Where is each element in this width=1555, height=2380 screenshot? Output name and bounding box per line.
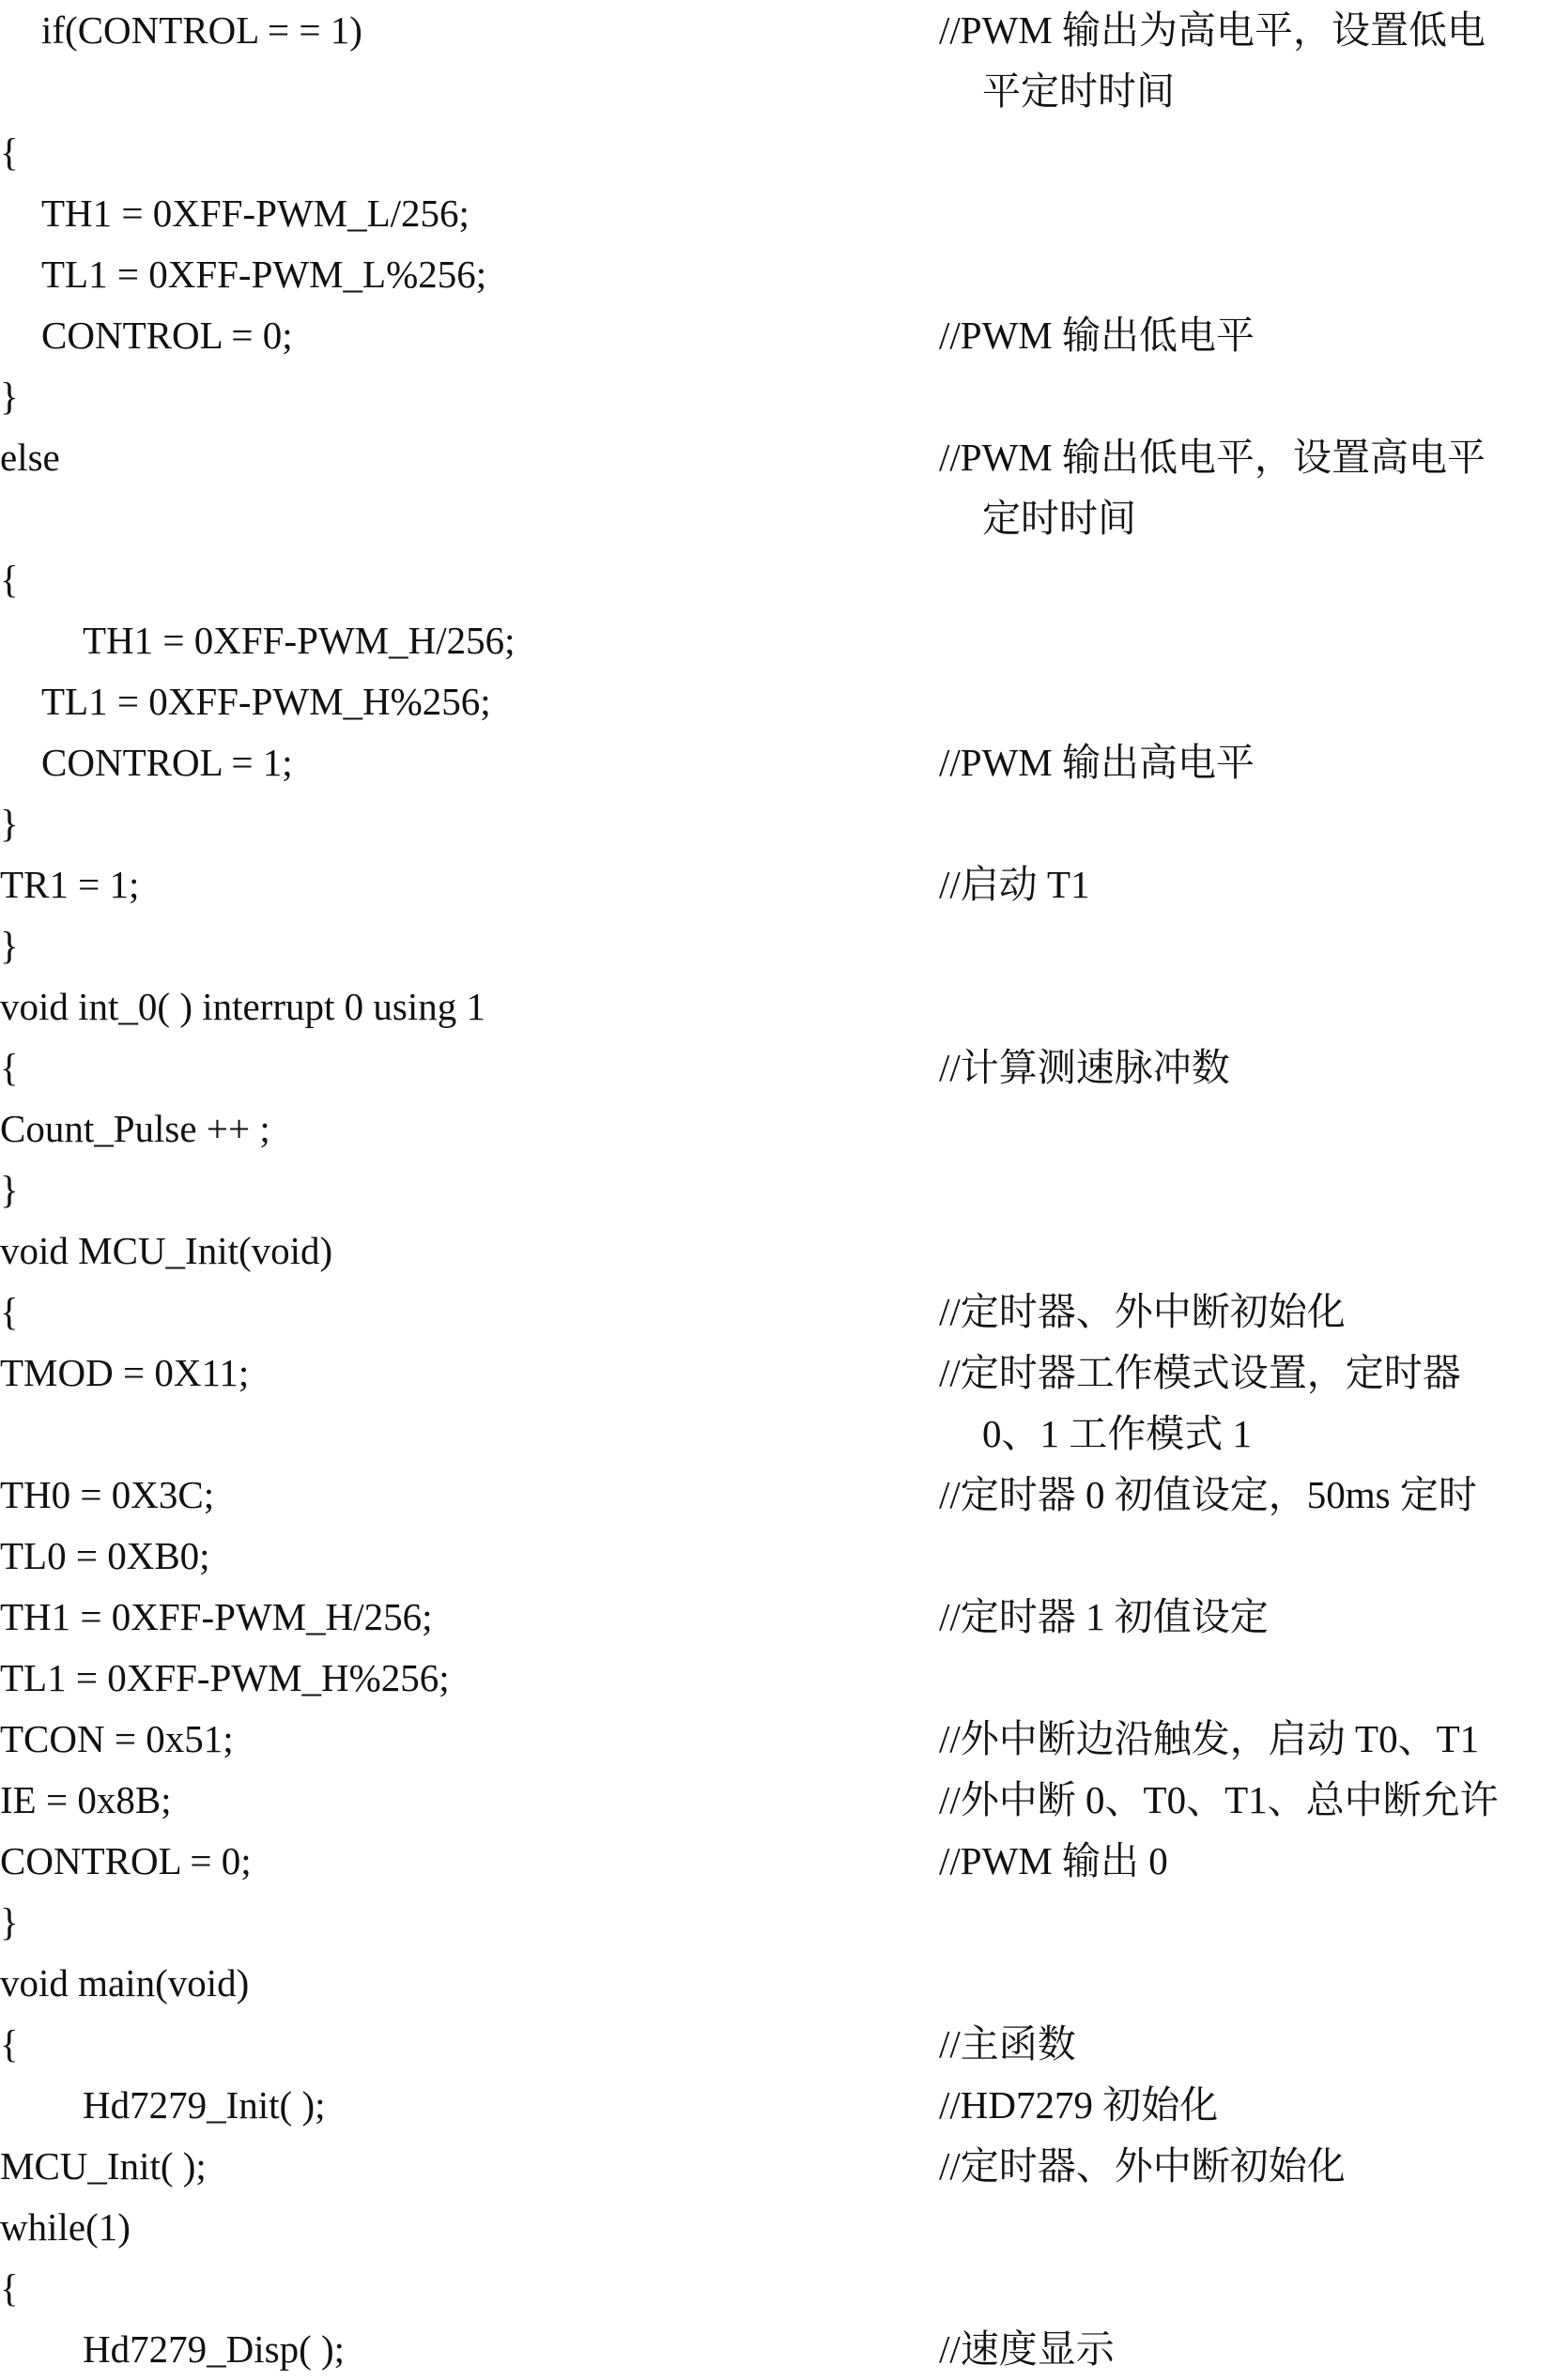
code-line <box>0 549 1555 610</box>
code-comment-continuation: 定时时间 <box>982 497 1136 540</box>
code-line <box>0 1221 1555 1282</box>
code-comment <box>939 1465 1555 1526</box>
code-text: TL0 = 0XB0; <box>0 1534 210 1577</box>
code-line <box>0 244 1555 305</box>
code-comment <box>939 1709 1555 1770</box>
code-line <box>0 427 1555 540</box>
code-line <box>0 1587 1555 1648</box>
code-comment-text: //启动 T1 <box>939 863 1090 906</box>
code-line <box>0 122 1555 183</box>
code-comment-text: //定时器 1 初值设定 <box>939 1595 1269 1638</box>
code-comment <box>939 427 1555 549</box>
code-text: void MCU_Init(void) <box>0 1229 333 1272</box>
code-line <box>0 915 1555 976</box>
code-line <box>0 2258 1555 2319</box>
code-text: CONTROL = 0; <box>0 1839 252 1882</box>
code-line <box>0 1526 1555 1587</box>
code-line <box>0 793 1555 854</box>
code-text: IE = 0x8B; <box>0 1778 172 1821</box>
code-comment-text: //HD7279 初始化 <box>939 2083 1219 2127</box>
code-text: { <box>0 1046 19 1089</box>
code-text: TL1 = 0XFF-PWM_L%256; <box>41 253 487 296</box>
code-comment <box>939 1282 1555 1343</box>
code-comment-text: //定时器工作模式设置，定时器 <box>939 1351 1461 1394</box>
code-text: } <box>0 375 19 418</box>
code-text: TL1 = 0XFF-PWM_H%256; <box>0 1656 450 1699</box>
code-text: else <box>0 436 60 479</box>
code-line <box>0 1343 1555 1455</box>
code-line <box>0 1892 1555 1953</box>
code-line <box>0 1709 1555 1770</box>
code-line <box>0 2014 1555 2075</box>
code-line <box>0 2136 1555 2197</box>
code-comment <box>939 2136 1555 2197</box>
code-comment <box>939 0 1555 122</box>
code-text: void int_0( ) interrupt 0 using 1 <box>0 985 486 1028</box>
code-text: { <box>0 2022 19 2065</box>
code-text: TL1 = 0XFF-PWM_H%256; <box>41 680 491 723</box>
code-comment <box>939 2014 1555 2075</box>
code-text: TCON = 0x51; <box>0 1717 234 1760</box>
code-comment-text: //外中断边沿触发，启动 T0、T1 <box>939 1717 1480 1760</box>
code-comment <box>939 305 1555 366</box>
code-comment <box>939 1587 1555 1648</box>
code-text: TH1 = 0XFF-PWM_H/256; <box>83 619 516 662</box>
code-line <box>0 305 1555 366</box>
code-comment <box>939 854 1555 915</box>
code-text: Count_Pulse ++ ; <box>0 1107 270 1150</box>
code-line <box>0 1831 1555 1892</box>
code-text: } <box>0 802 19 845</box>
code-comment-text: //定时器、外中断初始化 <box>939 2144 1346 2188</box>
code-comment <box>939 1037 1555 1098</box>
code-comment-text: //PWM 输出高电平 <box>939 741 1255 784</box>
code-line <box>0 1159 1555 1221</box>
code-line <box>0 976 1555 1037</box>
code-line <box>0 1282 1555 1343</box>
code-text: MCU_Init( ); <box>0 2144 207 2188</box>
code-text: { <box>0 2266 19 2310</box>
code-line <box>0 1648 1555 1709</box>
code-text: TH1 = 0XFF-PWM_H/256; <box>0 1595 433 1638</box>
code-text: { <box>0 558 19 601</box>
code-line <box>0 2075 1555 2136</box>
code-comment-text: //定时器 0 初值设定，50ms 定时 <box>939 1473 1477 1516</box>
code-text: { <box>0 1290 19 1333</box>
code-text: } <box>0 1168 19 1211</box>
code-line <box>0 854 1555 915</box>
code-comment-continuation: 0、1 工作模式 1 <box>982 1412 1252 1455</box>
code-line <box>0 0 1555 113</box>
code-text: if(CONTROL = = 1) <box>41 8 362 52</box>
code-comment-text: //PWM 输出低电平，设置高电平 <box>939 436 1486 479</box>
code-text: } <box>0 1900 19 1943</box>
code-text: Hd7279_Disp( ); <box>83 2327 346 2371</box>
code-line <box>0 183 1555 244</box>
code-text: } <box>0 924 19 967</box>
code-line <box>0 732 1555 793</box>
code-text: { <box>0 131 19 174</box>
code-text: TH1 = 0XFF-PWM_L/256; <box>41 192 470 235</box>
code-text: Hd7279_Init( ); <box>83 2083 326 2127</box>
code-comment-text: //PWM 输出为高电平，设置低电 <box>939 8 1486 52</box>
code-line <box>0 2197 1555 2258</box>
code-comment <box>939 732 1555 793</box>
code-comment-text: //主函数 <box>939 2022 1076 2065</box>
code-line <box>0 1465 1555 1526</box>
code-line <box>0 1098 1555 1159</box>
code-line <box>0 1037 1555 1098</box>
code-line <box>0 366 1555 427</box>
code-comment-text: //定时器、外中断初始化 <box>939 1290 1346 1333</box>
code-text: CONTROL = 1; <box>41 741 293 784</box>
code-line <box>0 671 1555 732</box>
code-comment-text: //外中断 0、T0、T1、总中断允许 <box>939 1778 1499 1821</box>
code-line <box>0 610 1555 671</box>
code-comment-text: //PWM 输出 0 <box>939 1839 1168 1882</box>
code-text: TMOD = 0X11; <box>0 1351 250 1394</box>
code-comment <box>939 1831 1555 1892</box>
code-comment-text: //速度显示 <box>939 2327 1115 2371</box>
code-comment <box>939 1770 1555 1831</box>
code-comment <box>939 1343 1555 1465</box>
code-line <box>0 1953 1555 2014</box>
code-text: void main(void) <box>0 1961 250 2004</box>
code-comment <box>939 2319 1555 2380</box>
code-line <box>0 1770 1555 1831</box>
code-comment <box>939 2075 1555 2136</box>
code-line <box>0 2319 1555 2380</box>
code-comment-text: //PWM 输出低电平 <box>939 314 1255 357</box>
code-comment-text: //计算测速脉冲数 <box>939 1046 1230 1089</box>
code-text: TH0 = 0X3C; <box>0 1473 215 1516</box>
code-comment-continuation: 平定时时间 <box>982 69 1175 113</box>
code-text: CONTROL = 0; <box>41 314 293 357</box>
code-text: TR1 = 1; <box>0 863 140 906</box>
code-text: while(1) <box>0 2205 131 2249</box>
